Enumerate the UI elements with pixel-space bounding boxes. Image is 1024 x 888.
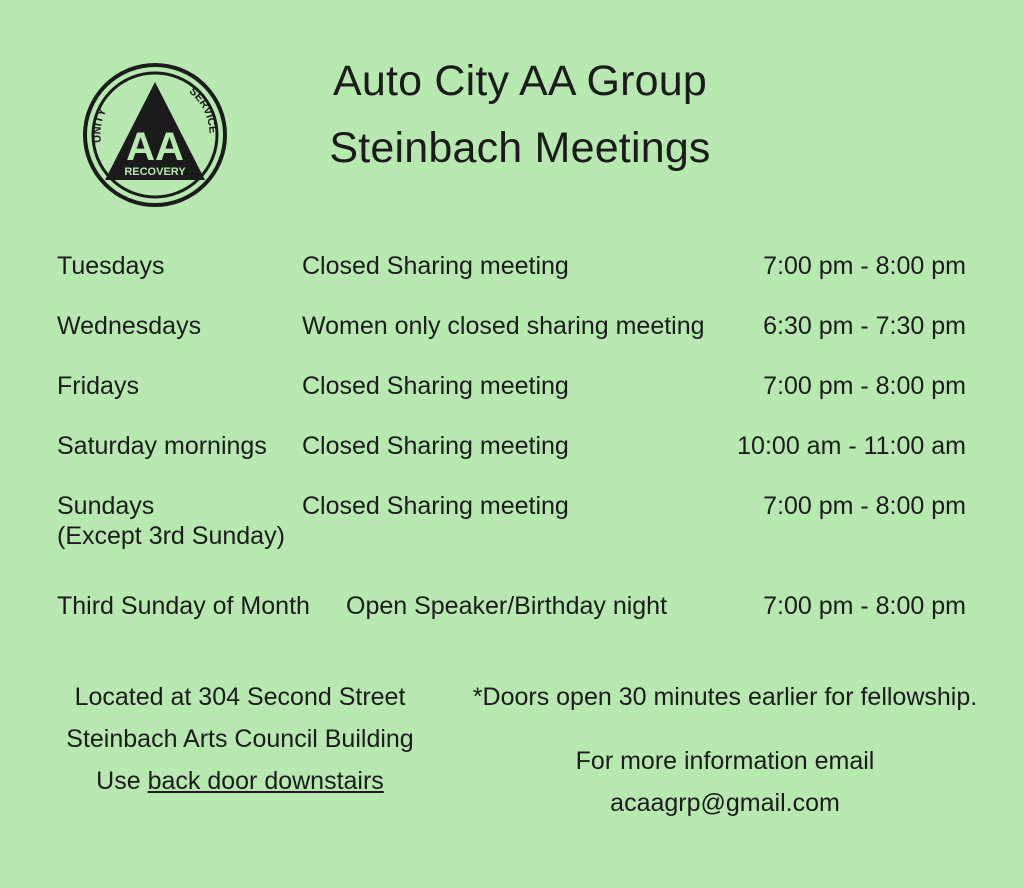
- schedule-day: Wednesdays: [57, 312, 202, 340]
- title-line-1: Auto City AA Group: [332, 57, 708, 105]
- entry-underlined-text: back door downstairs: [147, 767, 384, 795]
- schedule-day: Sundays: [57, 492, 155, 520]
- schedule-time: 7:00 pm - 8:00 pm: [763, 372, 966, 400]
- entry-prefix: Use: [96, 767, 148, 795]
- svg-text:UNITY: UNITY: [91, 106, 109, 144]
- location-address: Located at 304 Second Street: [74, 683, 406, 711]
- schedule-time: 7:00 pm - 8:00 pm: [763, 492, 966, 520]
- schedule-table: [0, 252, 1024, 652]
- svg-text:SERVICE: SERVICE: [186, 85, 219, 134]
- svg-text:RECOVERY: RECOVERY: [124, 166, 186, 178]
- schedule-description: Closed Sharing meeting: [302, 492, 569, 520]
- schedule-time: 10:00 am - 11:00 am: [737, 432, 966, 460]
- schedule-day: Fridays: [57, 372, 139, 400]
- schedule-day: Tuesdays: [57, 252, 165, 280]
- entry-instruction: [40, 760, 440, 802]
- doors-open-note: *Doors open 30 minutes earlier for fellowship.: [472, 683, 978, 711]
- schedule-description: Open Speaker/Birthday night: [346, 592, 668, 620]
- schedule-row: [0, 372, 1024, 432]
- footer-contact-block: [444, 676, 1006, 824]
- footer-location-block: [40, 676, 440, 802]
- schedule-row: [0, 312, 1024, 372]
- schedule-description: Women only closed sharing meeting: [302, 312, 705, 340]
- schedule-row: [0, 252, 1024, 312]
- contact-email[interactable]: acaagrp@gmail.com: [610, 789, 840, 817]
- schedule-time: 7:00 pm - 8:00 pm: [763, 592, 966, 620]
- svg-text:AA: AA: [126, 125, 184, 169]
- schedule-row: [0, 592, 1024, 652]
- contact-intro: For more information email: [575, 747, 875, 775]
- poster-footer: [0, 676, 1024, 856]
- schedule-time: 7:00 pm - 8:00 pm: [763, 252, 966, 280]
- aa-circle-triangle-logo: [82, 62, 228, 208]
- schedule-description: Closed Sharing meeting: [302, 432, 569, 460]
- schedule-day-note: (Except 3rd Sunday): [57, 522, 285, 550]
- title-line-2: Steinbach Meetings: [329, 124, 711, 172]
- poster-title: [270, 57, 970, 172]
- poster-header: [0, 40, 1024, 220]
- schedule-day: Saturday mornings: [57, 432, 267, 460]
- schedule-day: Third Sunday of Month: [57, 592, 310, 620]
- schedule-time: 6:30 pm - 7:30 pm: [763, 312, 966, 340]
- schedule-description: Closed Sharing meeting: [302, 372, 569, 400]
- schedule-row: [0, 492, 1024, 592]
- schedule-row: [0, 432, 1024, 492]
- schedule-description: Closed Sharing meeting: [302, 252, 569, 280]
- location-building: Steinbach Arts Council Building: [66, 725, 414, 753]
